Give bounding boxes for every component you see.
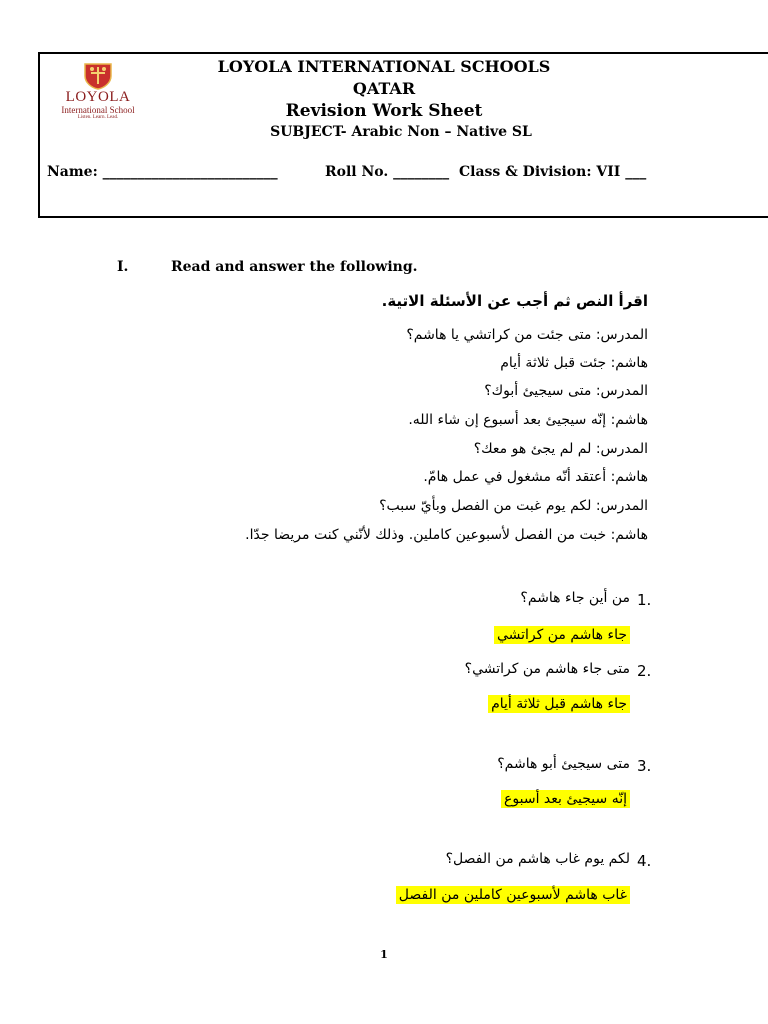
passage-line: المدرس: متى سيجيئ أبوك؟ bbox=[484, 383, 648, 399]
name-field: Name: _________________________ bbox=[47, 164, 278, 180]
school-country: QATAR bbox=[352, 79, 416, 98]
passage-line: هاشم: جئت قبل ثلاثة أيام bbox=[500, 355, 648, 371]
logo-subtitle: International School bbox=[61, 105, 135, 115]
answer-highlight bbox=[494, 627, 630, 643]
question-text: من أين جاء هاشم؟ bbox=[520, 590, 630, 606]
subject-line: SUBJECT- Arabic Non – Native SL bbox=[270, 124, 532, 140]
answer-text: جاء هاشم من كراتشي bbox=[494, 626, 630, 644]
passage-line: المدرس: لكم يوم غبت من الفصل وبأيّ سبب؟ bbox=[379, 498, 648, 514]
section-title: Read and answer the following. bbox=[171, 259, 418, 275]
question-number: 4. bbox=[637, 852, 652, 870]
school-name: LOYOLA INTERNATIONAL SCHOOLS bbox=[217, 57, 551, 76]
logo-tagline: Listen. Learn. Lead. bbox=[77, 115, 119, 120]
question-number: 3. bbox=[637, 757, 652, 775]
question-number: 1. bbox=[637, 591, 652, 609]
passage-line: المدرس: لم لم يجئ هو معك؟ bbox=[473, 441, 648, 457]
answer-highlight bbox=[501, 791, 630, 807]
answer-text: إنّه سيجيئ بعد أسبوع bbox=[501, 790, 630, 808]
worksheet-title: Revision Work Sheet bbox=[285, 101, 483, 121]
answer-highlight bbox=[396, 887, 630, 903]
question-text: متى جاء هاشم من كراتشي؟ bbox=[464, 661, 630, 677]
question-text: لكم يوم غاب هاشم من الفصل؟ bbox=[445, 851, 630, 867]
passage-line: هاشم: أعتقد أنّه مشغول في عمل هامّ. bbox=[423, 469, 648, 485]
question-number: 2. bbox=[637, 662, 652, 680]
passage-line: هاشم: خبت من الفصل لأسبوعين كاملين. وذلك لأنّني كنت مريضا جدّا. bbox=[245, 527, 648, 543]
question-text: متى سيجيئ أبو هاشم؟ bbox=[497, 756, 630, 772]
answer-highlight bbox=[488, 696, 630, 712]
passage-line: هاشم: إنّه سيجيئ بعد أسبوع إن شاء الله. bbox=[408, 412, 648, 428]
section-number: I. bbox=[117, 259, 129, 275]
passage-line: المدرس: متى جئت من كراتشي يا هاشم؟ bbox=[406, 327, 648, 343]
class-field: Class & Division: VII ___ bbox=[459, 164, 647, 180]
answer-text: غاب هاشم لأسبوعين كاملين من الفصل bbox=[396, 886, 630, 904]
page-number: 1 bbox=[380, 948, 388, 961]
answer-text: جاء هاشم قبل ثلاثة أيام bbox=[488, 695, 630, 713]
logo-name: LOYOLA bbox=[65, 89, 131, 105]
roll-field: Roll No. ________ bbox=[325, 164, 450, 180]
arabic-instruction: اقرأ النص ثم أجب عن الأسئلة الاتية. bbox=[381, 292, 648, 310]
